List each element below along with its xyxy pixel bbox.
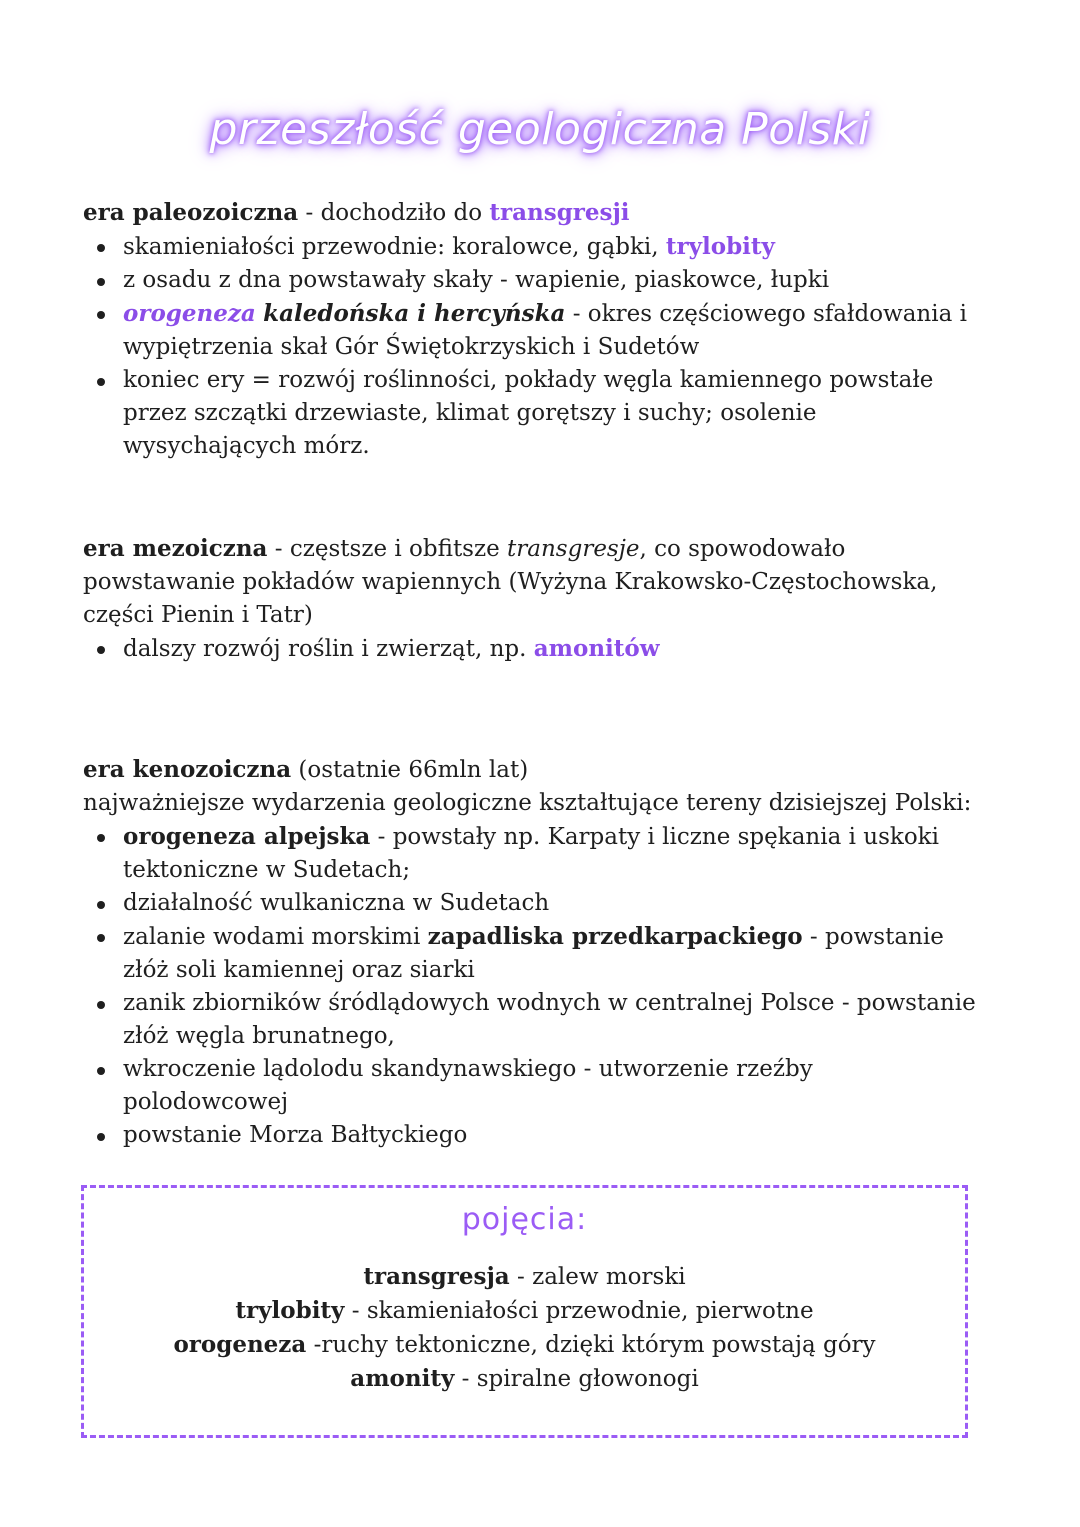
glossary-item bbox=[84, 1260, 965, 1294]
highlight-term: trylobity bbox=[665, 233, 775, 260]
list-item bbox=[83, 297, 983, 364]
list-item bbox=[83, 920, 983, 987]
page-title: przeszłość geologiczna Polski bbox=[209, 104, 871, 155]
mesozoic-list bbox=[83, 632, 983, 666]
list-item bbox=[83, 820, 983, 887]
glossary-term: transgresja bbox=[363, 1263, 510, 1290]
era-name: era kenozoiczna bbox=[83, 756, 292, 783]
glossary-definition: - zalew morski bbox=[509, 1264, 686, 1290]
list-item: działalność wulkaniczna w Sudetach bbox=[83, 887, 983, 920]
bold-term: orogeneza alpejska bbox=[123, 823, 371, 850]
highlight-term: orogeneza bbox=[123, 300, 256, 327]
heading-text: , co spowodowało powstawanie pokładów wapiennych (Wyżyna Krakowsko-Częstochowska, części Pienin i Tatr) bbox=[83, 536, 938, 628]
item-text: - okres częściowego sfałdowania i wypiętrzenia skał Gór Świętokrzyskich i Sudetów bbox=[123, 301, 967, 360]
list-item bbox=[83, 230, 983, 264]
section-cenozoic bbox=[83, 753, 983, 1152]
bold-term: zapadliska przedkarpackiego bbox=[427, 923, 803, 950]
cenozoic-intro: najważniejsze wydarzenia geologiczne kształtujące tereny dzisiejszej Polski: bbox=[83, 790, 972, 816]
list-item: z osadu z dna powstawały skały - wapienie, piaskowce, łupki bbox=[83, 264, 983, 297]
list-item: wkroczenie lądolodu skandynawskiego - utworzenie rzeźby polodowcowej bbox=[83, 1053, 983, 1119]
glossary-definition: - skamieniałości przewodnie, pierwotne bbox=[344, 1298, 814, 1324]
glossary-term: amonity bbox=[350, 1365, 455, 1392]
glossary-title: pojęcia: bbox=[461, 1202, 588, 1237]
heading-text: - dochodziło do bbox=[298, 200, 490, 226]
glossary-term: trylobity bbox=[235, 1297, 345, 1324]
glossary-item bbox=[84, 1294, 965, 1328]
item-text: skamieniałości przewodnie: koralowce, gąbki, bbox=[123, 234, 666, 260]
list-item bbox=[83, 632, 983, 666]
item-text: - powstały np. Karpaty i liczne spękania i uskoki tektoniczne w Sudetach; bbox=[123, 824, 939, 883]
item-text: dalszy rozwój roślin i zwierząt, np. bbox=[123, 636, 534, 662]
bold-term: kaledońska i hercyńska bbox=[263, 300, 566, 327]
highlight-term: transgresji bbox=[489, 199, 630, 226]
highlight-term: amonitów bbox=[533, 635, 660, 662]
glossary-term: orogeneza bbox=[173, 1331, 307, 1358]
item-text: - powstanie złóż soli kamiennej oraz siarki bbox=[123, 924, 944, 983]
list-item: koniec ery = rozwój roślinności, pokłady węgla kamiennego powstałe przez szczątki drzewiaste, klimat gorętszy i suchy; osolenie wysychających mórz. bbox=[83, 364, 983, 463]
section-mesozoic bbox=[83, 532, 983, 666]
paleozoic-list bbox=[83, 230, 983, 463]
era-name: era paleozoiczna bbox=[83, 199, 299, 226]
glossary-list bbox=[84, 1260, 965, 1396]
heading-text: - częstsze i obfitsze bbox=[267, 536, 508, 562]
mesozoic-heading bbox=[83, 532, 983, 632]
glossary-item bbox=[84, 1328, 965, 1362]
era-name: era mezoiczna bbox=[83, 535, 268, 562]
glossary-item bbox=[84, 1362, 965, 1396]
list-item: zanik zbiorników śródlądowych wodnych w centralnej Polsce - powstanie złóż węgla brunatnego, bbox=[83, 987, 983, 1053]
cenozoic-list bbox=[83, 820, 983, 1152]
section-paleozoic bbox=[83, 196, 983, 463]
paleozoic-heading bbox=[83, 196, 983, 230]
list-item: powstanie Morza Bałtyckiego bbox=[83, 1119, 983, 1152]
glossary-definition: - spiralne głowonogi bbox=[454, 1366, 699, 1392]
heading-text: (ostatnie 66mln lat) bbox=[291, 757, 529, 783]
glossary-definition: -ruchy tektoniczne, dzięki którym powstają góry bbox=[306, 1332, 876, 1358]
italic-term: transgresje bbox=[507, 536, 640, 562]
cenozoic-heading bbox=[83, 753, 983, 787]
item-text: zalanie wodami morskimi bbox=[123, 924, 428, 950]
glossary-box bbox=[81, 1185, 968, 1438]
